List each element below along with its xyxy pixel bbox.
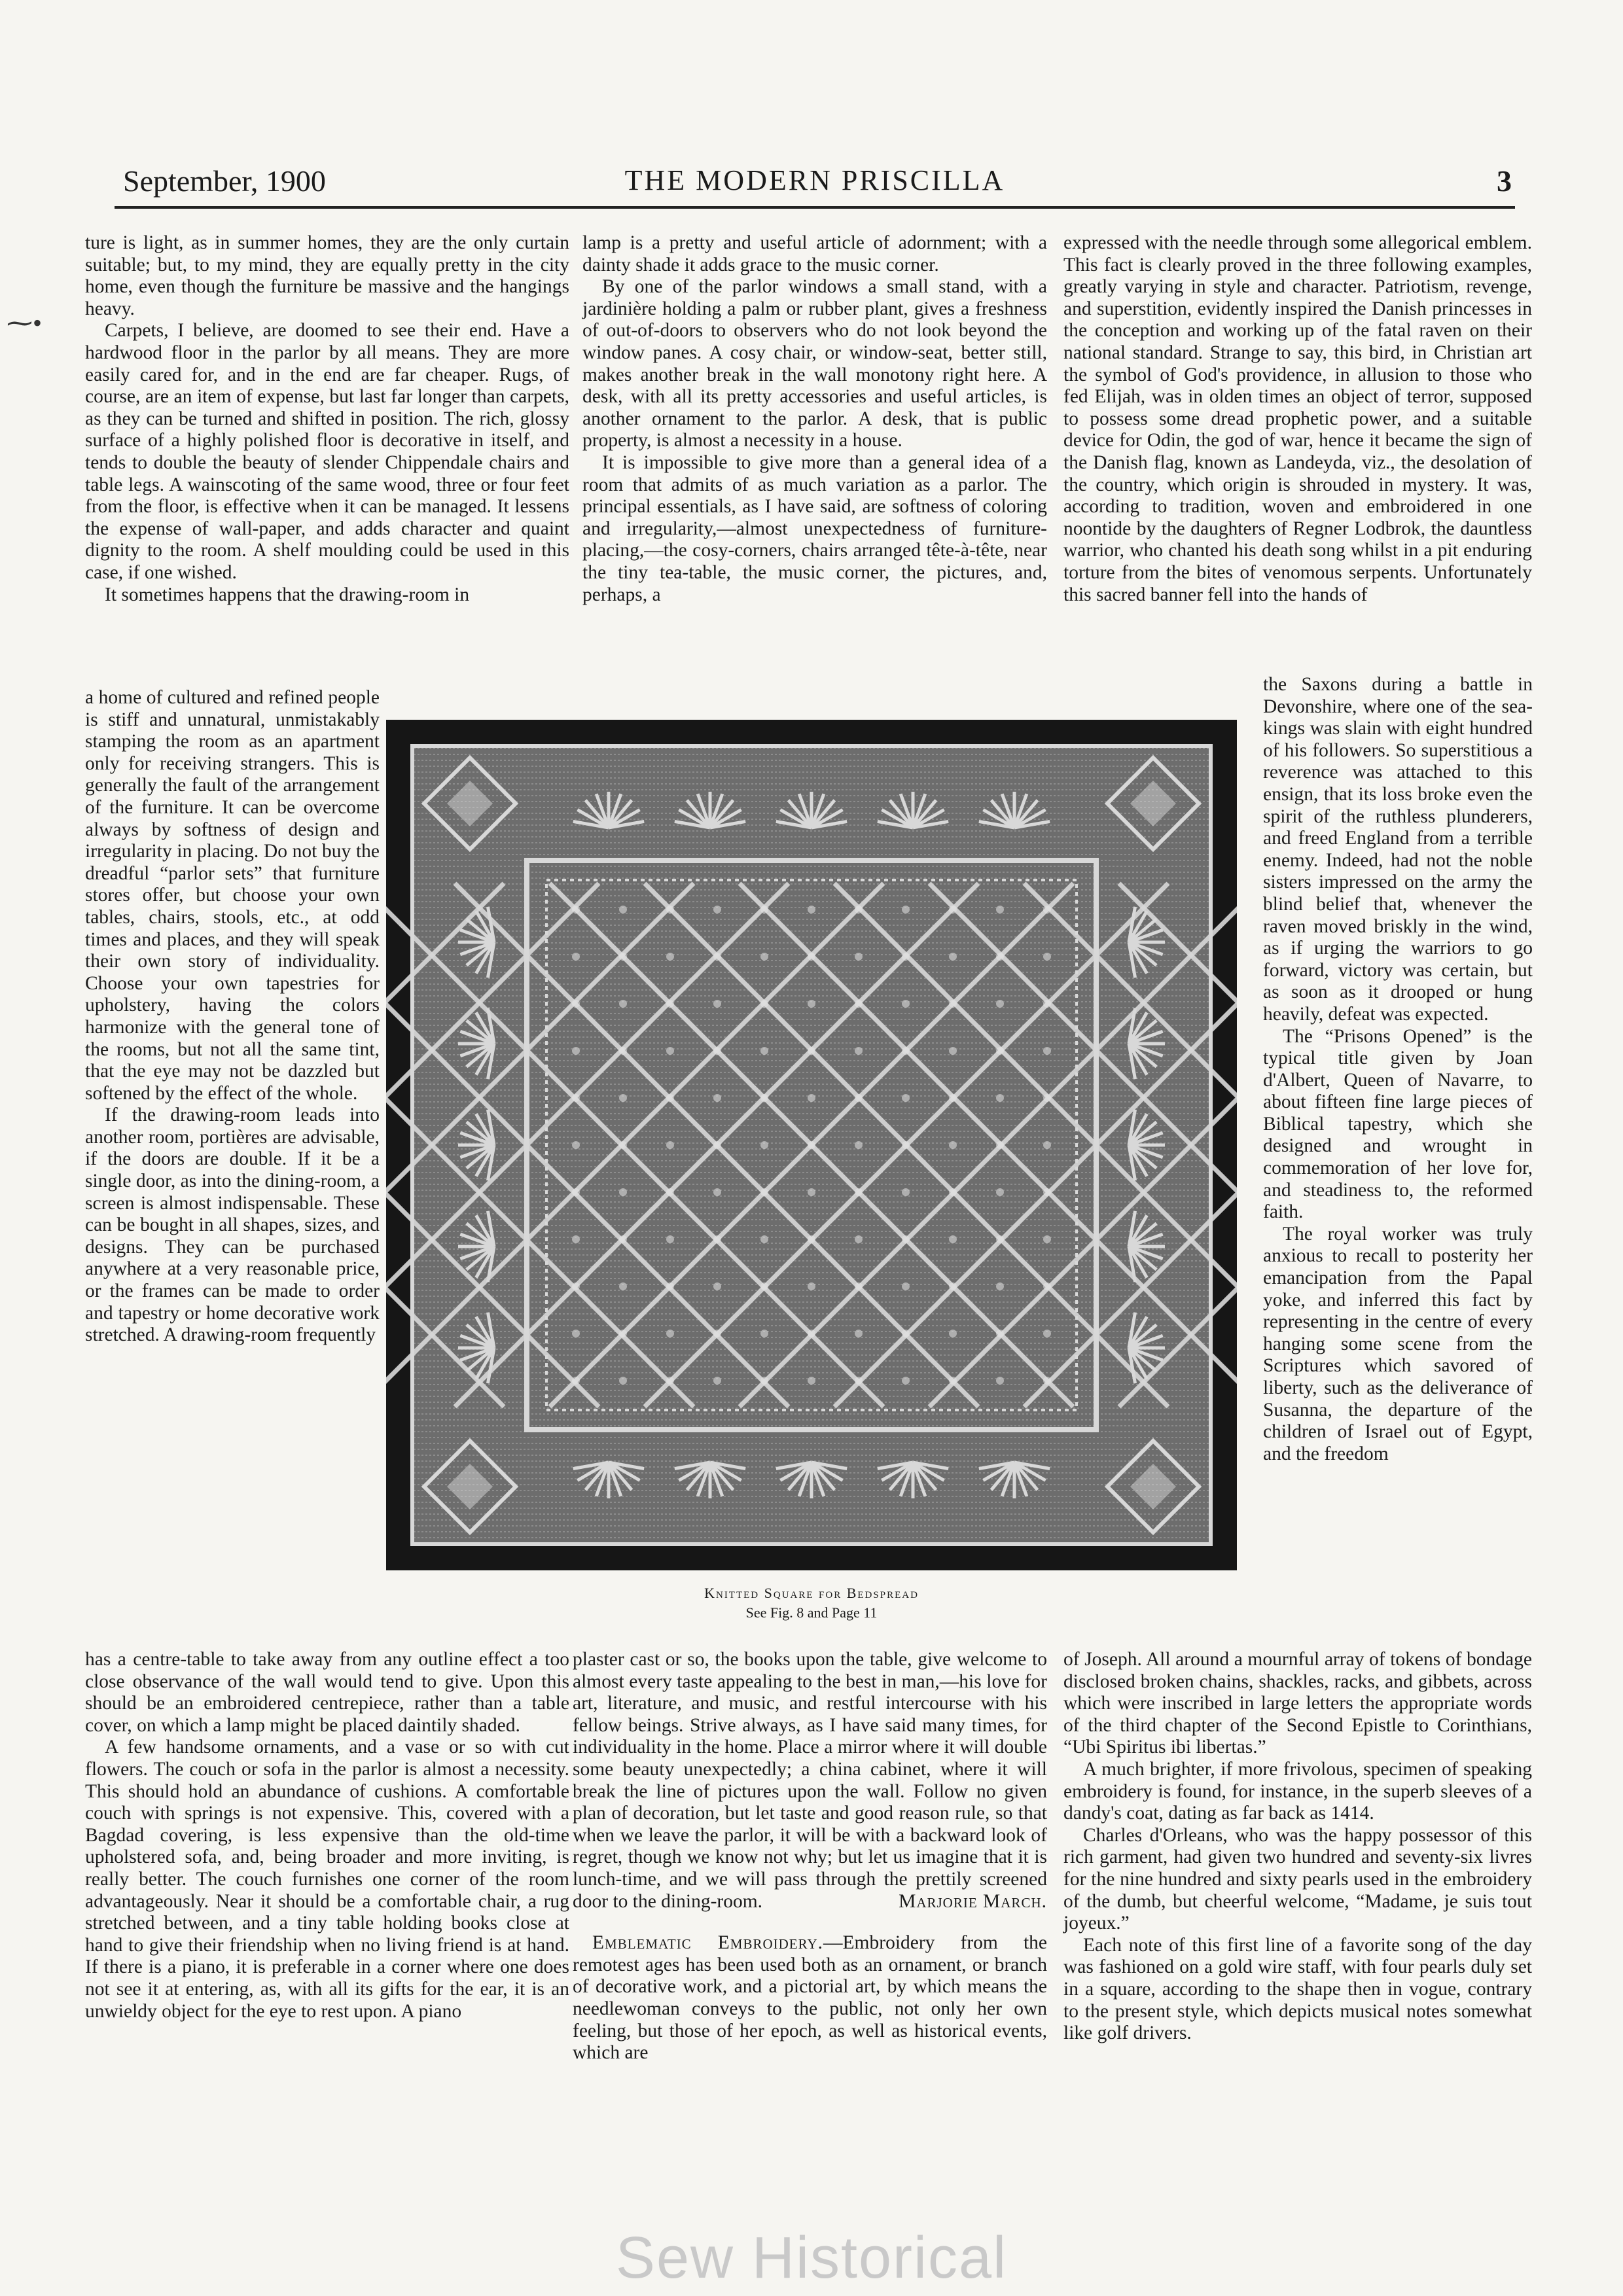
paragraph: If the drawing-room leads into another room, portières are advisable, if the doors are double. If it be a single door, as into the dining-room, a screen is almost indispensable. These can be bought in all shapes, sizes, and designs. They can be purchased anywhere at a very reasonable price, or the frames can be made to order and tapestry or home decorative work stretched. A drawing-room frequently: [85, 1104, 380, 1346]
column-2-top: [582, 232, 1047, 606]
page-number: 3: [1497, 164, 1512, 198]
section-text: —Embroidery from the remotest ages has been used both as an ornament, or branch of decorative work, and a pictorial art, by which means the needlewoman conveys to the public, not only her own feeling, but those of her epoch, as well as historical events, which are: [573, 1932, 1047, 2064]
paragraph: [573, 1649, 1047, 1913]
paragraph-text: plaster cast or so, the books upon the table, give welcome to almost every taste appealing to the best in man,—his love for art, literature, and music, and restful intercourse with his fellow beings. Strive always, as I have said many times, for individuality in the home. Place a mirror where it will double some beauty unexpectedly; a china cabinet, where it will break the line of pictures upon the wall. Follow no given plan of decoration, but let taste and good reason rule, so that when we leave the parlor, it will be with a backward look of regret, though we know not why; but let us imagine that it is lunch-time, and we will pass through the prettily screened door to the dining-room.: [573, 1649, 1047, 1912]
paragraph: expressed with the needle through some allegorical emblem. This fact is clearly proved in the three following examples, greatly varying in style and character. Patriotism, revenge, and superstition, evidently inspired the Danish princesses in the conception and working up of the fatal raven on their national standard. Strange to say, this bird, in Christian art the symbol of God's providence, in allusion to those who fed Elijah, was in olden times an object of terror, supposed to possess some dread prophetic power, and a suitable device for Odin, the god of war, hence it became the sign of the Danish flag, known as Landeyda, viz., the desolation of the country, which origin is shrouded in mystery. It was, according to tradition, woven and embroidered in one noontide by the daughters of Regner Lodbrok, the dauntless warrior, who chanted his death song whilst in a pit enduring torture from the bites of venomous serpents. Unfortunately this sacred banner fell into the hands of: [1063, 232, 1532, 605]
lace-pattern-image: [386, 720, 1237, 1570]
paragraph: Charles d'Orleans, who was the happy possessor of this rich garment, had given two hundred and seventy-six livres for the nine hundred and sixty pearls used in the embroidery of the dumb, but cheerful welcome, “Madame, je suis tout joyeux.”: [1063, 1824, 1532, 1934]
author-signature: Marjorie March.: [899, 1890, 1047, 1912]
paragraph: Carpets, I believe, are doomed to see their end. Have a hardwood floor in the parlor by all means. They are more easily cared for, and in the end are far cheaper. Rugs, of course, are an item of expense, but last far longer than carpets, as they can be turned and shifted in position. The rich, glossy surface of a highly polished floor is decorative in itself, and tends to double the beauty of slender Chippendale chairs and table legs. A wainscoting of the same wood, three or four feet from the floor, is effective when it can be managed. It lessens the expense of wall-paper, and adds character and quaint dignity to the room. A shelf moulding could be used in this case, if one wished.: [85, 320, 569, 583]
paragraph: A much brighter, if more frivolous, specimen of speaking embroidery is found, for instance, in the superb sleeves of a dandy's coat, dating as far back as 1414.: [1063, 1758, 1532, 1824]
margin-mark: ⁓•: [7, 308, 43, 338]
header-rule: [115, 206, 1515, 209]
paragraph: has a centre-table to take away from any outline effect a too close observance of the wall would tend to give. Upon this should be an embroidered centrepiece, rather than a table cover, on which a lamp might be placed daintily shaded.: [85, 1649, 569, 1736]
masthead-title: THE MODERN PRISCILLA: [624, 164, 1005, 196]
column-2-bottom: [573, 1649, 1047, 2064]
section-heading: Emblematic Embroidery.: [592, 1932, 824, 1954]
paragraph: of Joseph. All around a mournful array of tokens of bondage disclosed broken chains, shackles, racks, and gibbets, across which were inscribed in large letters the appropriate words of the third chapter of the Second Epistle to Corinthians, “Ubi Spiritus ibi libertas.”: [1063, 1649, 1532, 1758]
column-1-narrow: [85, 687, 380, 1651]
paragraph: It sometimes happens that the drawing-room in: [105, 584, 470, 605]
section-paragraph: [573, 1932, 1047, 2064]
paragraph: Each note of this first line of a favorite song of the day was fashioned on a gold wire staff, with four pearls duly set in a square, according to the shape then in vogue, contrary to the present style, which depicts musical notes somewhat like golf drivers.: [1063, 1934, 1532, 2044]
column-1-bottom: [85, 1649, 569, 2022]
caption-reference: See Fig. 8 and Page 11: [745, 1604, 878, 1621]
paragraph: lamp is a pretty and useful article of adornment; with a dainty shade it adds grace to the music corner.: [582, 232, 1047, 275]
watermark: Sew Historical: [615, 2225, 1008, 2291]
column-3-bottom: [1063, 1649, 1532, 2045]
caption-title: Knitted Square for Bedspread: [704, 1585, 919, 1601]
paragraph: A few handsome ornaments, and a vase or so with cut flowers. The couch or sofa in the parlor is almost a necessity. This should hold an abundance of cushions. A comfortable couch with springs is not expensive. This, covered with a Bagdad covering, is less expensive than the old-time upholstered sofa, and, being broader and more inviting, is really better. The couch furnishes one corner of the room advantageously. Near it should be a comfortable chair, a rug stretched between, and a tiny table holding books close at hand to give their friendship when no living friend is at hand. If there is a piano, it is preferable in a corner where one does not see it at entering, as, with all its gifts for the ear, it is an unwieldy object for the eye to rest upon. A piano: [85, 1737, 569, 2022]
knitted-square-photo: [386, 720, 1237, 1570]
column-1-top: [85, 232, 569, 606]
paragraph: The “Prisons Opened” is the typical title given by Joan d'Albert, Queen of Navarre, to about fifteen fine large pieces of Biblical tapestry, which she designed and wrought in commemoration of her love for, and steadiness to, the reformed faith.: [1263, 1025, 1533, 1223]
figure-caption: [386, 1583, 1237, 1623]
paragraph: a home of cultured and refined people is stiff and unnatural, unmistakably stamping the room as an apartment only for receiving strangers. This is generally the fault of the arrangement of the furniture. It can be overcome always by softness of design and irregularity in placing. Do not buy the dreadful “parlor sets” that furniture stores offer, but choose your own tables, chairs, stools, etc., at odd times and places, and they will speak their own story of individuality. Choose your own tapestries for upholstery, having the colors harmonize with the general tone of the rooms, but not all the same tint, that the eye may not be dazzled but softened by the effect of the whole.: [85, 687, 380, 1104]
paragraph: By one of the parlor windows a small stand, with a jardinière holding a palm or rubber plant, gives a freshness of out-of-doors to observers who do not look beyond the window panes. A cosy chair, or window-seat, better still, makes another break in the wall monotony right here. A desk, with all its pretty accessories and useful articles, is another ornament to the parlor. A desk, that is public property, is almost a necessity in a house.: [582, 276, 1047, 451]
column-3-narrow: [1263, 674, 1533, 1637]
paragraph: The royal worker was truly anxious to recall to posterity her emancipation from the Papal yoke, and inferred this fact by representing in the centre of every hanging some scene from the Scriptures which savored of liberty, such as the deliverance of Susanna, the departure of the children of Israel out of Egypt, and the freedom: [1263, 1223, 1533, 1464]
paragraph: the Saxons during a battle in Devonshire, where one of the sea-kings was slain with eight hundred of his followers. So superstitious a reverence was attached to this ensign, that its loss broke even the spirit of the ruthless plunderers, and freed England from a terrible enemy. Indeed, had not the noble sisters impressed on the army the blind belief that, whenever the raven moved briskly in the wind, as if urging the warriors to go forward, victory was certain, but as soon as it drooped or hung heavily, defeat was expected.: [1263, 674, 1533, 1025]
column-3-top: [1063, 232, 1532, 687]
issue-date: September, 1900: [123, 164, 326, 198]
paragraph: ture is light, as in summer homes, they are the only curtain suitable; but, to my mind, they are equally pretty in the city home, even though the furniture be massive and the hangings heavy.: [85, 232, 569, 319]
paragraph: It is impossible to give more than a general idea of a room that admits of as much variation as a parlor. The principal essentials, as I have said, are softness of coloring and irregularity,—almost unexpectedness of furniture-placing,—the cosy-corners, chairs arranged tête-à-tête, near the tiny tea-table, the music corner, the pictures, and, perhaps, a: [582, 451, 1047, 605]
